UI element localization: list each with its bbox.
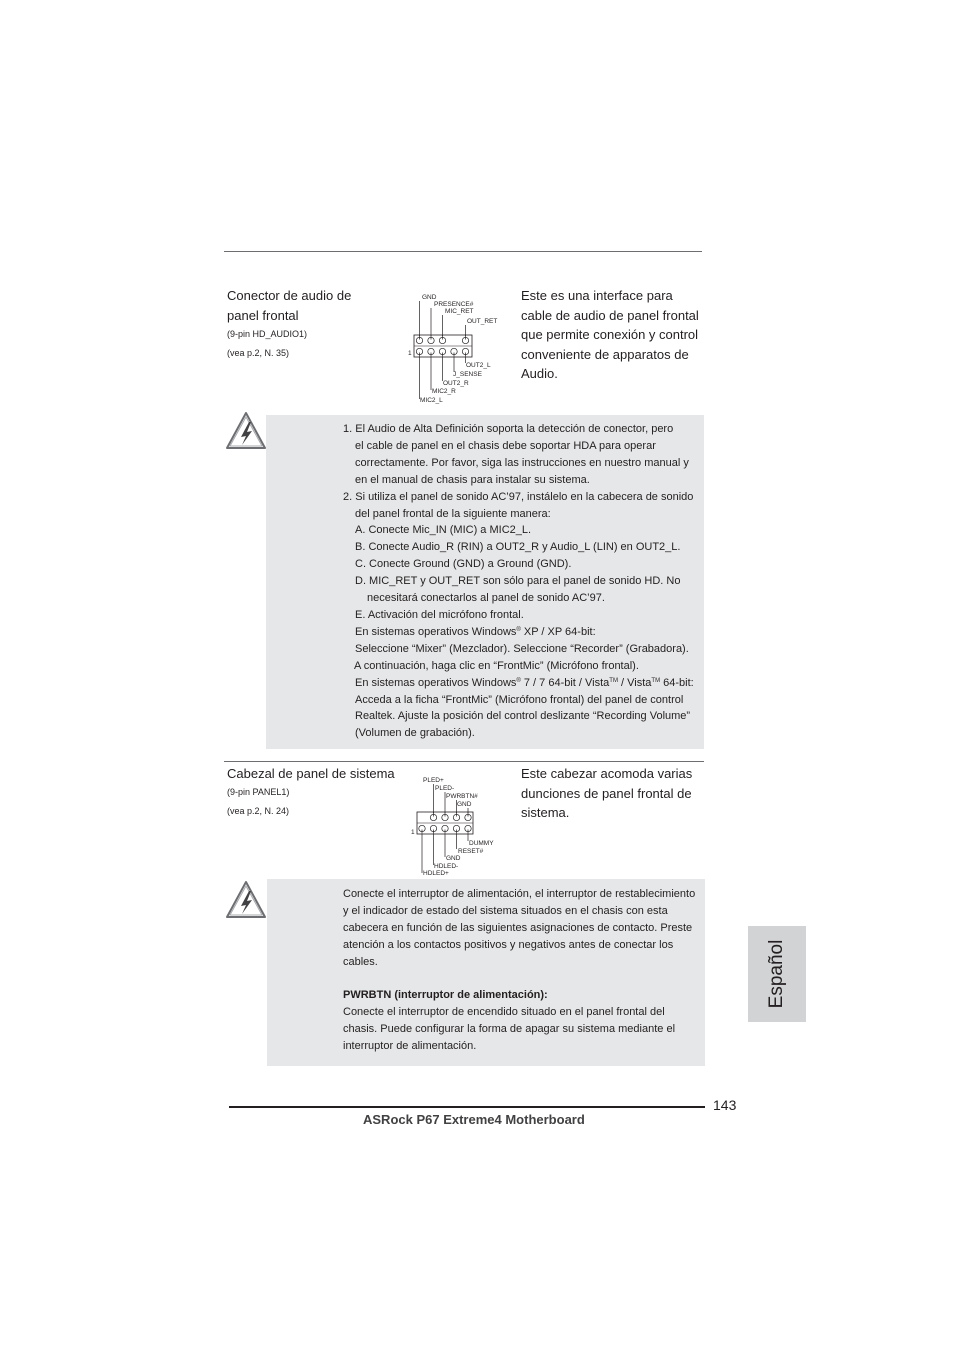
note-line: en el manual de chasis para instalar su sistema. <box>355 473 590 486</box>
registered-mark: ® <box>516 677 521 684</box>
panel-desc-line: Este cabezar acomoda varias <box>521 766 693 781</box>
panel-description <box>521 764 692 823</box>
note-line: (Volumen de grabación). <box>355 727 475 740</box>
audio-description <box>521 286 699 384</box>
panel-page-ref: (vea p.2, N. 24) <box>227 806 290 816</box>
note-line: Conecte el interruptor de alimentación, el interruptor de restablecimiento <box>343 888 696 900</box>
language-tab-label: Español <box>766 939 787 1009</box>
note-line: atención a los contactos positivos y negativos antes de conectar los <box>343 938 674 951</box>
panel-pin-pled-p: PLED+ <box>423 777 444 784</box>
footer-model: ASRock P67 Extreme4 Motherboard <box>363 1112 585 1127</box>
note-line: Realtek. Ajuste la posición del control deslizante “Recording Volume” <box>355 710 691 723</box>
note-line: cables. <box>343 955 378 968</box>
note-line: 2. Si utiliza el panel de sonido AC’97, instálelo en la cabecera de sonido <box>343 490 694 503</box>
note-line: A continuación, haga clic en “FrontMic” (Micrófono frontal). <box>354 659 639 672</box>
note-line: A. Conecte Mic_IN (MIC) a MIC2_L. <box>355 524 532 537</box>
trademark-mark: TM <box>609 677 618 684</box>
audio-header-diagram <box>404 290 504 406</box>
audio-desc-line: conveniente de apparatos de <box>521 346 689 362</box>
audio-title <box>227 286 351 326</box>
audio-desc-line: que permite conexión y control <box>521 327 699 342</box>
w7-text-b: 7 / 7 64-bit / Vista <box>520 676 610 689</box>
w7-text-a: En sistemas operativos Windows <box>355 676 517 689</box>
panel-title: Cabezal de panel de sistema <box>227 766 395 781</box>
note-line: cabecera en función de las siguientes asignaciones de contacto. Preste <box>343 921 693 934</box>
audio-desc-line: Este es una interface para <box>521 288 673 303</box>
panel-pin-one: 1 <box>411 829 415 836</box>
note-line-xp <box>0 624 694 641</box>
panel-pin-gnd-bot: GND <box>446 855 461 862</box>
warning-icon <box>225 880 267 920</box>
audio-pin-out2-r: OUT2_R <box>443 380 469 387</box>
audio-title-line2: panel frontal <box>227 308 299 323</box>
note-line: y el indicador de estado del sistema situados en el chasis con esta <box>343 904 668 917</box>
note-line: correctamente. Por favor, siga las instrucciones en nuestro manual y <box>355 456 689 469</box>
note-spacer <box>343 971 695 988</box>
panel-pin-gnd-top: GND <box>457 801 472 808</box>
audio-pin-one: 1 <box>408 350 412 357</box>
audio-title-line1: Conector de audio de <box>227 288 352 303</box>
xp-text-b: XP / XP 64-bit: <box>520 625 596 638</box>
note-line: Conecte el interruptor de encendido situado en el panel frontal del <box>343 1006 665 1019</box>
audio-pin-j-sense: J_SENSE <box>453 371 482 378</box>
panel-header-diagram <box>408 773 498 877</box>
audio-pin-out2-l: OUT2_L <box>466 362 491 369</box>
footer-rule <box>229 1106 705 1108</box>
note-line: necesitará conectarlos al panel de sonido AC’97. <box>367 592 605 605</box>
audio-desc-line: cable de audio de panel frontal <box>521 307 699 323</box>
panel-desc-line: sistema. <box>521 805 570 820</box>
registered-mark: ® <box>516 626 521 633</box>
audio-page-ref: (vea p.2, N. 35) <box>227 348 290 358</box>
panel-pin-hdled-n: HDLED- <box>434 863 459 870</box>
middle-rule <box>224 761 704 762</box>
pwrbtn-heading: PWRBTN (interruptor de alimentación): <box>343 989 548 1002</box>
panel-pin-pled-n: PLED- <box>435 785 455 792</box>
note-line: Seleccione “Mixer” (Mezclador). Seleccione “Recorder” (Grabadora). <box>355 642 689 655</box>
page-number: 143 <box>713 1097 737 1113</box>
audio-note-text <box>0 421 694 742</box>
trademark-mark: TM <box>651 677 661 684</box>
note-line: del panel frontal de la siguiente manera: <box>355 507 551 520</box>
panel-pin-dummy: DUMMY <box>469 840 494 847</box>
note-line: el cable de panel en el chasis debe soportar HDA para operar <box>355 439 656 452</box>
audio-pin-mic2-r: MIC2_R <box>432 388 456 395</box>
audio-pin-out-ret: OUT_RET <box>467 318 498 325</box>
note-line: 1. El Audio de Alta Definición soporta la detección de conector, pero <box>343 423 674 435</box>
panel-pin-reset: RESET# <box>458 848 484 855</box>
note-line: C. Conecte Ground (GND) a Ground (GND). <box>355 558 572 571</box>
note-line: interruptor de alimentación. <box>343 1040 477 1053</box>
panel-note-text <box>343 886 695 1055</box>
xp-text-a: En sistemas operativos Windows <box>355 625 517 638</box>
top-rule <box>224 251 702 252</box>
note-line: chasis. Puede configurar la forma de apagar su sistema mediante el <box>343 1023 676 1036</box>
w7-text-c: / Vista <box>617 676 652 689</box>
panel-pin-pwrbtn: PWRBTN# <box>446 793 478 800</box>
audio-pin-label: (9-pin HD_AUDIO1) <box>227 329 308 339</box>
audio-pin-presence: PRESENCE# <box>434 301 474 308</box>
panel-desc-line: dunciones de panel frontal de <box>521 785 692 801</box>
note-line: Acceda a la ficha “FrontMic” (Micrófono frontal) del panel de control <box>355 693 684 706</box>
audio-pin-mic-ret: MIC_RET <box>445 308 474 315</box>
note-line: B. Conecte Audio_R (RIN) a OUT2_R y Audio_L (LIN) en OUT2_L. <box>355 541 681 554</box>
w7-text-d: 64-bit: <box>660 676 694 689</box>
panel-pin-label: (9-pin PANEL1) <box>227 787 290 797</box>
audio-pin-gnd: GND <box>422 294 437 301</box>
panel-pin-hdled-p: HDLED+ <box>423 870 449 877</box>
note-line: E. Activación del micrófono frontal. <box>355 608 524 621</box>
note-line-w7 <box>0 675 694 692</box>
language-tab <box>748 926 806 1022</box>
audio-desc-line: Audio. <box>521 366 558 381</box>
note-line: D. MIC_RET y OUT_RET son sólo para el panel de sonido HD. No <box>355 575 681 588</box>
audio-pin-mic2-l: MIC2_L <box>420 397 443 404</box>
